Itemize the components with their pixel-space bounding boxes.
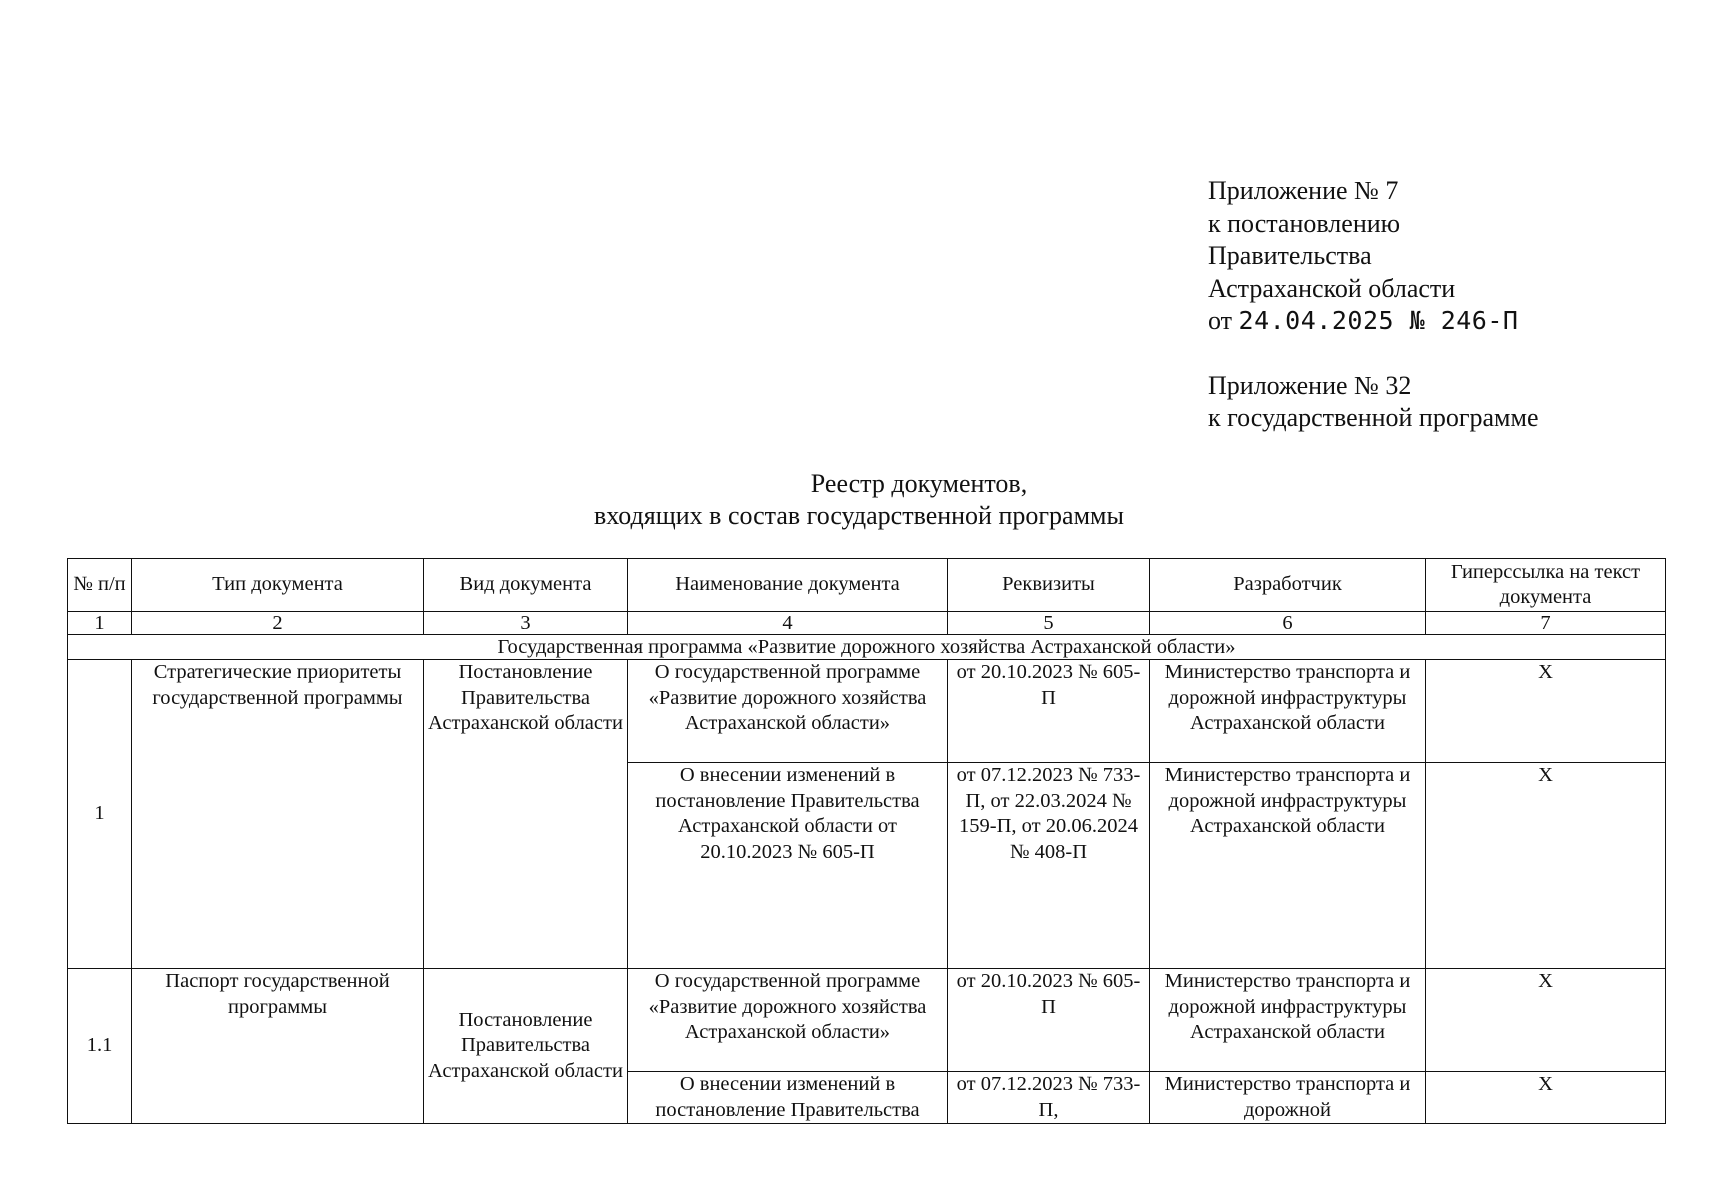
column-number: 2	[132, 612, 424, 635]
row-doc-developer: Министерство транспорта и дорожной	[1150, 1072, 1426, 1124]
row-doc-name: О внесении изменений в постановление Правительства Астраханской области от 20.10.2023 № 605-П	[628, 763, 948, 969]
document-title	[0, 468, 1718, 532]
title-line-2: входящих в состав государственной программы	[594, 501, 1124, 530]
column-number: 4	[628, 612, 948, 635]
section-row	[68, 635, 1666, 660]
registry-table	[67, 558, 1666, 1124]
row-number: 1	[68, 660, 132, 969]
appendix-date-stamp: 24.04.2025 № 246-П	[1238, 306, 1519, 335]
header-details: Реквизиты	[948, 559, 1150, 612]
row-doc-details: от 20.10.2023 № 605-П	[948, 969, 1150, 1072]
row-doc-link: X	[1426, 1072, 1666, 1124]
row-doc-name: О государственной программе «Развитие дорожного хозяйства Астраханской области»	[628, 660, 948, 763]
appendix-program-ref: к государственной программе	[1208, 403, 1539, 432]
appendix-ref-region: Астраханской области	[1208, 273, 1456, 303]
header-developer: Разработчик	[1150, 559, 1426, 612]
appendix-date-prefix: от	[1208, 306, 1233, 335]
row-doc-link: X	[1426, 660, 1666, 763]
row-doc-type: Паспорт государственной программы	[132, 969, 424, 1124]
column-number: 6	[1150, 612, 1426, 635]
row-doc-name: О внесении изменений в постановление Правительства	[628, 1072, 948, 1124]
row-doc-details: от 07.12.2023 № 733-П, от 22.03.2024 № 159-П, от 20.06.2024 № 408-П	[948, 763, 1150, 969]
table-header-row	[68, 559, 1666, 612]
row-doc-developer: Министерство транспорта и дорожной инфраструктуры Астраханской области	[1150, 969, 1426, 1072]
appendix-ref-decree: к постановлению	[1208, 208, 1401, 238]
row-doc-details: от 07.12.2023 № 733-П,	[948, 1072, 1150, 1124]
header-type: Тип документа	[132, 559, 424, 612]
row-doc-kind: Постановление Правительства Астраханской области	[424, 969, 628, 1124]
appendix-program-number: Приложение № 32	[1208, 370, 1412, 400]
row-doc-name: О государственной программе «Развитие дорожного хозяйства Астраханской области»	[628, 969, 948, 1072]
header-link: Гиперссылка на текст документа	[1426, 559, 1666, 612]
column-number: 3	[424, 612, 628, 635]
row-doc-link: X	[1426, 969, 1666, 1072]
column-number: 1	[68, 612, 132, 635]
row-doc-developer: Министерство транспорта и дорожной инфраструктуры Астраханской области	[1150, 660, 1426, 763]
column-number-row	[68, 612, 1666, 635]
table-row	[68, 969, 1666, 1072]
column-number: 5	[948, 612, 1150, 635]
header-name: Наименование документа	[628, 559, 948, 612]
appendix-ref-government: Правительства	[1208, 241, 1372, 270]
row-doc-kind: Постановление Правительства Астраханской области	[424, 660, 628, 969]
title-line-1: Реестр документов,	[810, 469, 1028, 498]
row-doc-link: X	[1426, 763, 1666, 969]
appendix-number: Приложение № 7	[1208, 176, 1399, 205]
section-title: Государственная программа «Развитие дорожного хозяйства Астраханской области»	[68, 635, 1666, 660]
header-kind: Вид документа	[424, 559, 628, 612]
table-row	[68, 660, 1666, 763]
row-doc-developer: Министерство транспорта и дорожной инфраструктуры Астраханской области	[1150, 763, 1426, 969]
row-doc-type: Стратегические приоритеты государственной программы	[132, 660, 424, 969]
header-num: № п/п	[68, 559, 132, 612]
column-number: 7	[1426, 612, 1666, 635]
row-doc-details: от 20.10.2023 № 605-П	[948, 660, 1150, 763]
appendix-date-line	[1208, 305, 1539, 338]
appendix-block	[1208, 175, 1539, 435]
row-number: 1.1	[68, 969, 132, 1124]
